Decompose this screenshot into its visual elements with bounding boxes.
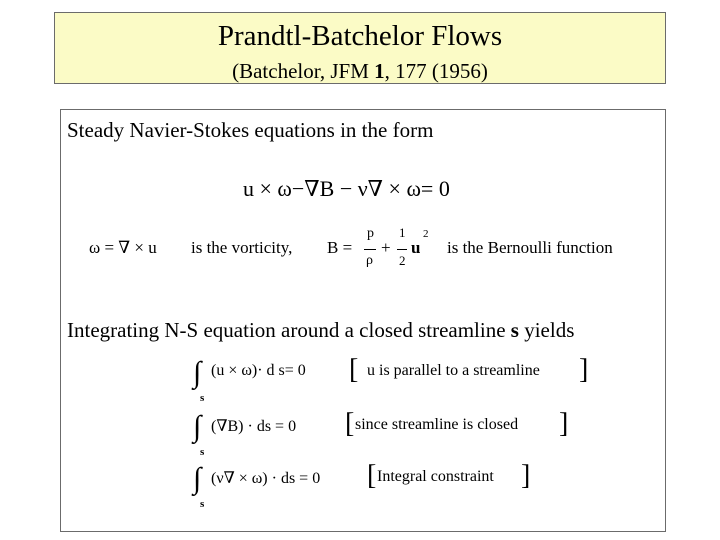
note-1-left-bracket: [: [349, 354, 359, 385]
integral-subscript-2: s: [200, 446, 205, 458]
bernoulli-p: p: [367, 226, 374, 241]
note-3-left-bracket: [: [367, 460, 377, 491]
integral-note-3: Integral constraint: [377, 468, 494, 485]
bernoulli-u: u: [411, 238, 421, 257]
vorticity-definition: ω = ∇ × u: [89, 238, 157, 257]
integration-text: [67, 318, 574, 342]
integration-text-prefix: Integrating N-S equation around a closed streamline: [67, 318, 511, 342]
subtitle-volume: 1: [374, 59, 385, 83]
subtitle-suffix: , 177 (1956): [384, 59, 488, 83]
bernoulli-fraction-bar-2: [397, 249, 407, 250]
slide-subtitle: [55, 59, 665, 83]
navier-stokes-equation: u × ω−∇B − ν∇ × ω= 0: [243, 176, 450, 201]
bernoulli-one: 1: [399, 225, 406, 240]
slide-title: Prandtl-Batchelor Flows: [217, 20, 503, 52]
note-2-left-bracket: [: [345, 408, 355, 439]
bernoulli-text: is the Bernoulli function: [447, 238, 613, 257]
integral-sign-3: ∫: [193, 462, 202, 495]
integral-subscript-1: s: [200, 392, 205, 404]
bernoulli-lhs: B =: [327, 238, 353, 257]
integral-sign-2: ∫: [193, 410, 202, 443]
integral-note-2: since streamline is closed: [355, 416, 519, 433]
title-box: [54, 12, 666, 84]
note-3-right-bracket: ]: [521, 460, 531, 491]
bernoulli-fraction-bar-1: [364, 249, 376, 250]
bernoulli-square: 2: [423, 228, 429, 240]
bernoulli-two: 2: [399, 253, 406, 268]
note-1-right-bracket: ]: [579, 354, 589, 385]
intro-text: Steady Navier-Stokes equations in the form: [67, 118, 434, 142]
integration-text-suffix: yields: [518, 318, 575, 342]
integral-equation-3: (ν∇ × ω) · ds = 0: [211, 470, 321, 487]
bernoulli-plus: +: [381, 238, 391, 257]
integral-note-1: u is parallel to a streamline: [367, 362, 540, 379]
content-box: [60, 109, 666, 532]
subtitle-prefix: (Batchelor, JFM: [232, 59, 375, 83]
integral-subscript-3: s: [200, 498, 205, 510]
vorticity-text: is the vorticity,: [191, 238, 293, 257]
integral-equation-1: (u × ω)· d s= 0: [211, 362, 306, 379]
integral-sign-1: ∫: [193, 356, 202, 389]
integral-equation-2: (∇B) · ds = 0: [211, 418, 297, 435]
bernoulli-rho: ρ: [366, 253, 373, 268]
streamline-symbol: s: [510, 318, 519, 342]
note-2-right-bracket: ]: [559, 408, 569, 439]
